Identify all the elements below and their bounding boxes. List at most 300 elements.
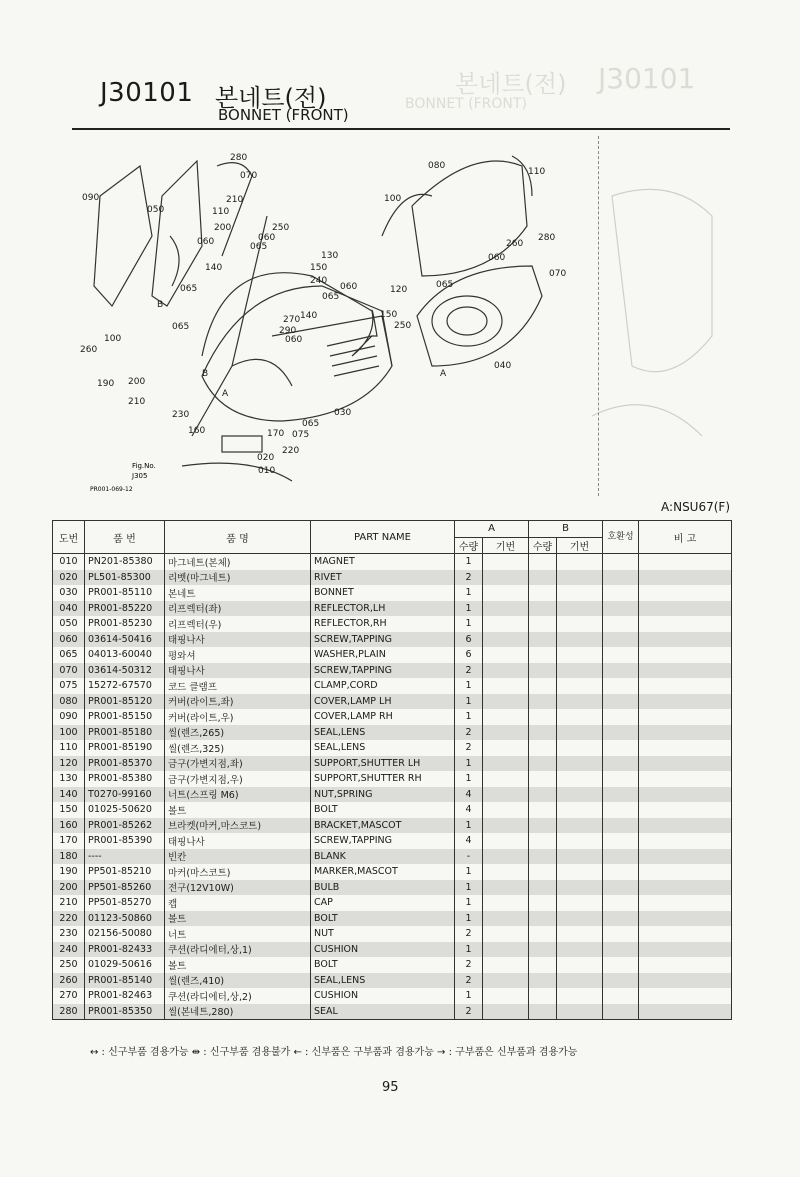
svg-text:240: 240 (310, 276, 328, 286)
row-no: 090 (53, 709, 85, 725)
header-qty-b: 수량 (529, 537, 557, 554)
row-interchange (603, 849, 639, 865)
row-part-name-kor: 볼트 (165, 802, 311, 818)
header-rule (72, 128, 730, 130)
row-no: 260 (53, 973, 85, 989)
row-part-name: REFLECTOR,LH (311, 601, 455, 617)
row-part-no: PR001-85220 (85, 601, 165, 617)
row-qty-a: 1 (455, 880, 483, 896)
row-part-no: PR001-85262 (85, 818, 165, 834)
row-no: 210 (53, 895, 85, 911)
row-qty-a: 6 (455, 647, 483, 663)
table-row (53, 818, 732, 834)
row-qty-a: 1 (455, 864, 483, 880)
ghost-header-eng: BONNET (FRONT) (405, 96, 527, 112)
row-qty-a: 2 (455, 973, 483, 989)
row-remarks (639, 895, 732, 911)
row-no: 240 (53, 942, 85, 958)
row-qty-b (529, 926, 557, 942)
row-part-name-kor: 평와셔 (165, 647, 311, 663)
row-qty-a: 1 (455, 911, 483, 927)
svg-text:065: 065 (250, 242, 268, 252)
row-serial-a (483, 833, 529, 849)
row-qty-a: 1 (455, 694, 483, 710)
row-serial-a (483, 787, 529, 803)
row-remarks (639, 926, 732, 942)
row-no: 100 (53, 725, 85, 741)
row-qty-b (529, 601, 557, 617)
row-part-name: BONNET (311, 585, 455, 601)
row-qty-a: 4 (455, 787, 483, 803)
row-part-name: CAP (311, 895, 455, 911)
page-number: 95 (382, 1080, 399, 1095)
fig-number: J305 (132, 472, 148, 480)
svg-text:190: 190 (97, 379, 115, 389)
row-qty-a: 1 (455, 601, 483, 617)
row-interchange (603, 678, 639, 694)
parts-table (52, 520, 732, 1020)
row-interchange (603, 911, 639, 927)
row-qty-a: 1 (455, 942, 483, 958)
row-no: 075 (53, 678, 85, 694)
row-serial-a (483, 942, 529, 958)
row-part-name: SEAL,LENS (311, 740, 455, 756)
row-serial-b (557, 756, 603, 772)
row-qty-b (529, 663, 557, 679)
header-remarks: 비 고 (639, 521, 732, 554)
row-serial-a (483, 554, 529, 570)
row-qty-a: 4 (455, 833, 483, 849)
row-interchange (603, 632, 639, 648)
row-qty-b (529, 895, 557, 911)
row-part-name: SEAL,LENS (311, 973, 455, 989)
row-serial-b (557, 601, 603, 617)
row-part-no: PR001-85110 (85, 585, 165, 601)
svg-text:220: 220 (282, 446, 300, 456)
row-qty-b (529, 818, 557, 834)
svg-text:060: 060 (197, 237, 215, 247)
row-part-no: PR001-85140 (85, 973, 165, 989)
row-serial-a (483, 926, 529, 942)
svg-text:170: 170 (267, 429, 285, 439)
row-part-name-kor: 마그네트(본체) (165, 554, 311, 570)
header-part-no: 품 번 (85, 521, 165, 554)
row-part-name-kor: 캡 (165, 895, 311, 911)
row-remarks (639, 725, 732, 741)
row-serial-a (483, 911, 529, 927)
row-part-name-kor: 씰(렌즈,325) (165, 740, 311, 756)
row-remarks (639, 818, 732, 834)
row-part-no: 03614-50416 (85, 632, 165, 648)
table-row (53, 864, 732, 880)
row-serial-b (557, 802, 603, 818)
row-no: 280 (53, 1004, 85, 1020)
header-part-name-kor: 품 명 (165, 521, 311, 554)
table-row (53, 678, 732, 694)
row-part-no: 02156-50080 (85, 926, 165, 942)
row-serial-a (483, 802, 529, 818)
row-no: 120 (53, 756, 85, 772)
svg-text:250: 250 (394, 321, 412, 331)
row-part-no: PL501-85300 (85, 570, 165, 586)
row-part-name: SCREW,TAPPING (311, 632, 455, 648)
row-interchange (603, 554, 639, 570)
row-serial-b (557, 973, 603, 989)
svg-text:140: 140 (205, 263, 223, 273)
row-part-name-kor: 리프렉터(좌) (165, 601, 311, 617)
row-remarks (639, 849, 732, 865)
row-remarks (639, 694, 732, 710)
svg-text:210: 210 (128, 397, 146, 407)
svg-text:200: 200 (128, 377, 146, 387)
svg-text:140: 140 (300, 311, 318, 321)
table-row (53, 756, 732, 772)
svg-text:060: 060 (340, 282, 358, 292)
row-qty-b (529, 570, 557, 586)
row-qty-a: 4 (455, 802, 483, 818)
row-qty-b (529, 973, 557, 989)
row-no: 220 (53, 911, 85, 927)
table-row (53, 833, 732, 849)
row-remarks (639, 802, 732, 818)
row-serial-b (557, 663, 603, 679)
row-part-name-kor: 금구(가변지점,우) (165, 771, 311, 787)
row-interchange (603, 771, 639, 787)
row-qty-b (529, 740, 557, 756)
row-qty-b (529, 957, 557, 973)
row-qty-b (529, 802, 557, 818)
svg-text:060: 060 (488, 253, 506, 263)
table-row (53, 554, 732, 570)
svg-text:200: 200 (214, 223, 232, 233)
row-serial-b (557, 988, 603, 1004)
table-row (53, 601, 732, 617)
row-part-name: SEAL,LENS (311, 725, 455, 741)
row-serial-b (557, 554, 603, 570)
row-interchange (603, 663, 639, 679)
row-part-name-kor: 브라켓(마커,마스코트) (165, 818, 311, 834)
row-remarks (639, 663, 732, 679)
row-qty-a: 6 (455, 632, 483, 648)
row-part-name: COVER,LAMP LH (311, 694, 455, 710)
table-row (53, 616, 732, 632)
row-serial-a (483, 864, 529, 880)
row-qty-a: 1 (455, 771, 483, 787)
row-serial-a (483, 771, 529, 787)
row-serial-a (483, 895, 529, 911)
row-part-no: 01029-50616 (85, 957, 165, 973)
svg-text:290: 290 (279, 326, 297, 336)
row-remarks (639, 632, 732, 648)
row-part-name: BRACKET,MASCOT (311, 818, 455, 834)
row-part-name: BLANK (311, 849, 455, 865)
row-no: 130 (53, 771, 85, 787)
row-interchange (603, 833, 639, 849)
table-row (53, 632, 732, 648)
row-part-no: T0270-99160 (85, 787, 165, 803)
row-serial-b (557, 585, 603, 601)
row-part-name: WASHER,PLAIN (311, 647, 455, 663)
svg-text:130: 130 (321, 251, 339, 261)
row-part-no: PR001-85370 (85, 756, 165, 772)
row-part-no: PR001-85190 (85, 740, 165, 756)
row-part-name-kor: 쿠션(라디에터,상,1) (165, 942, 311, 958)
row-part-name-kor: 씰(본네트,280) (165, 1004, 311, 1020)
row-part-no: 01025-50620 (85, 802, 165, 818)
table-row (53, 895, 732, 911)
svg-text:A: A (440, 369, 447, 379)
row-serial-b (557, 864, 603, 880)
row-qty-b (529, 554, 557, 570)
row-qty-a: 1 (455, 756, 483, 772)
row-part-name-kor: 리프렉터(우) (165, 616, 311, 632)
row-part-name-kor: 태핑나사 (165, 663, 311, 679)
svg-text:270: 270 (283, 315, 301, 325)
row-no: 080 (53, 694, 85, 710)
row-no: 250 (53, 957, 85, 973)
row-qty-b (529, 694, 557, 710)
row-part-name: CLAMP,CORD (311, 678, 455, 694)
row-qty-b (529, 988, 557, 1004)
row-serial-a (483, 601, 529, 617)
row-qty-a: 2 (455, 570, 483, 586)
row-serial-b (557, 570, 603, 586)
row-remarks (639, 988, 732, 1004)
svg-text:100: 100 (384, 194, 402, 204)
fig-label: Fig.No. (132, 462, 156, 470)
row-part-no: ---- (85, 849, 165, 865)
row-no: 060 (53, 632, 85, 648)
row-remarks (639, 601, 732, 617)
row-interchange (603, 895, 639, 911)
table-row (53, 802, 732, 818)
row-qty-b (529, 647, 557, 663)
row-qty-b (529, 616, 557, 632)
header-interchange: 호환성 (603, 521, 639, 554)
table-row (53, 957, 732, 973)
row-no: 270 (53, 988, 85, 1004)
row-interchange (603, 647, 639, 663)
row-serial-a (483, 647, 529, 663)
header-no: 도번 (53, 521, 85, 554)
row-part-name-kor: 빈칸 (165, 849, 311, 865)
row-interchange (603, 725, 639, 741)
row-qty-b (529, 942, 557, 958)
row-interchange (603, 973, 639, 989)
row-qty-a: 1 (455, 554, 483, 570)
row-interchange (603, 864, 639, 880)
row-remarks (639, 570, 732, 586)
row-qty-a: 1 (455, 616, 483, 632)
row-remarks (639, 787, 732, 803)
row-interchange (603, 988, 639, 1004)
row-part-name-kor: 본네트 (165, 585, 311, 601)
row-part-name-kor: 쿠션(라디에터,상,2) (165, 988, 311, 1004)
row-remarks (639, 740, 732, 756)
row-serial-b (557, 895, 603, 911)
row-no: 030 (53, 585, 85, 601)
row-serial-b (557, 616, 603, 632)
row-part-name: NUT (311, 926, 455, 942)
svg-text:020: 020 (257, 453, 275, 463)
row-serial-a (483, 616, 529, 632)
row-part-no: PR001-85350 (85, 1004, 165, 1020)
row-interchange (603, 802, 639, 818)
row-part-no: PR001-82433 (85, 942, 165, 958)
svg-text:060: 060 (258, 233, 276, 243)
row-interchange (603, 740, 639, 756)
row-remarks (639, 756, 732, 772)
row-part-name: BOLT (311, 957, 455, 973)
row-serial-a (483, 756, 529, 772)
table-row (53, 973, 732, 989)
row-remarks (639, 585, 732, 601)
row-interchange (603, 616, 639, 632)
row-part-name-kor: 마커(마스코트) (165, 864, 311, 880)
row-part-name: COVER,LAMP RH (311, 709, 455, 725)
row-interchange (603, 880, 639, 896)
row-qty-a: 2 (455, 740, 483, 756)
row-no: 230 (53, 926, 85, 942)
row-part-name-kor: 씰(렌즈,410) (165, 973, 311, 989)
svg-text:070: 070 (549, 269, 567, 279)
row-part-name: SCREW,TAPPING (311, 833, 455, 849)
row-qty-a: 1 (455, 895, 483, 911)
row-part-no: PR001-85230 (85, 616, 165, 632)
row-serial-a (483, 694, 529, 710)
row-no: 050 (53, 616, 85, 632)
row-part-name: RIVET (311, 570, 455, 586)
row-serial-a (483, 585, 529, 601)
table-row (53, 849, 732, 865)
table-row (53, 725, 732, 741)
row-part-name: NUT,SPRING (311, 787, 455, 803)
svg-text:040: 040 (494, 361, 512, 371)
table-row (53, 926, 732, 942)
row-part-name-kor: 태핑나사 (165, 833, 311, 849)
row-qty-a: 2 (455, 926, 483, 942)
ghost-header-title: 본네트(전) (455, 70, 567, 98)
row-qty-b (529, 864, 557, 880)
row-qty-a: 1 (455, 585, 483, 601)
row-no: 150 (53, 802, 85, 818)
row-serial-b (557, 709, 603, 725)
row-serial-b (557, 880, 603, 896)
row-part-no: 01123-50860 (85, 911, 165, 927)
row-part-no: PP501-85270 (85, 895, 165, 911)
row-no: 110 (53, 740, 85, 756)
svg-text:250: 250 (272, 223, 290, 233)
row-part-no: 03614-50312 (85, 663, 165, 679)
row-qty-a: 2 (455, 1004, 483, 1020)
row-qty-a: 2 (455, 663, 483, 679)
row-serial-b (557, 725, 603, 741)
svg-text:210: 210 (226, 195, 244, 205)
row-interchange (603, 585, 639, 601)
svg-text:110: 110 (528, 167, 546, 177)
row-qty-b (529, 1004, 557, 1020)
table-row (53, 911, 732, 927)
header-serial-b: 기번 (557, 537, 603, 554)
drawing-code: PR001-069-12 (90, 486, 133, 493)
svg-text:065: 065 (172, 322, 190, 332)
row-qty-a: 1 (455, 709, 483, 725)
svg-text:280: 280 (538, 233, 556, 243)
row-part-no: PR001-82463 (85, 988, 165, 1004)
row-serial-a (483, 880, 529, 896)
row-serial-b (557, 911, 603, 927)
table-row (53, 942, 732, 958)
svg-text:B: B (157, 300, 164, 310)
svg-text:280: 280 (230, 153, 248, 163)
row-qty-b (529, 756, 557, 772)
row-interchange (603, 709, 639, 725)
svg-text:100: 100 (104, 334, 122, 344)
row-part-name-kor: 전구(12V10W) (165, 880, 311, 896)
row-qty-b (529, 833, 557, 849)
row-qty-a: 2 (455, 725, 483, 741)
svg-text:060: 060 (285, 335, 303, 345)
row-serial-a (483, 973, 529, 989)
table-row (53, 585, 732, 601)
row-part-name: BOLT (311, 802, 455, 818)
row-part-name: MAGNET (311, 554, 455, 570)
table-row (53, 771, 732, 787)
table-row (53, 570, 732, 586)
svg-text:230: 230 (172, 410, 190, 420)
row-part-name: MARKER,MASCOT (311, 864, 455, 880)
table-row (53, 787, 732, 803)
row-interchange (603, 818, 639, 834)
row-part-name-kor: 너트 (165, 926, 311, 942)
row-interchange (603, 756, 639, 772)
row-remarks (639, 864, 732, 880)
table-row (53, 709, 732, 725)
row-part-no: PR001-85120 (85, 694, 165, 710)
row-serial-a (483, 988, 529, 1004)
svg-text:075: 075 (292, 430, 310, 440)
ghost-header-code: J30101 (598, 62, 696, 95)
row-no: 180 (53, 849, 85, 865)
row-qty-a: 1 (455, 818, 483, 834)
table-row (53, 1004, 732, 1020)
diagram-divider (598, 136, 599, 496)
header-qty-a: 수량 (455, 537, 483, 554)
row-remarks (639, 678, 732, 694)
svg-text:260: 260 (80, 345, 98, 355)
row-part-name-kor: 씰(렌즈,265) (165, 725, 311, 741)
svg-text:070: 070 (240, 171, 258, 181)
row-serial-b (557, 1004, 603, 1020)
svg-text:080: 080 (428, 161, 446, 171)
row-remarks (639, 771, 732, 787)
row-no: 200 (53, 880, 85, 896)
row-no: 040 (53, 601, 85, 617)
header-serial-a: 기번 (483, 537, 529, 554)
row-interchange (603, 787, 639, 803)
row-no: 170 (53, 833, 85, 849)
row-part-name-kor: 볼트 (165, 957, 311, 973)
row-part-no: PN201-85380 (85, 554, 165, 570)
row-part-no: PR001-85150 (85, 709, 165, 725)
row-interchange (603, 1004, 639, 1020)
row-interchange (603, 694, 639, 710)
svg-text:120: 120 (390, 285, 408, 295)
row-qty-a: 1 (455, 678, 483, 694)
row-serial-a (483, 957, 529, 973)
row-remarks (639, 554, 732, 570)
row-qty-b (529, 880, 557, 896)
